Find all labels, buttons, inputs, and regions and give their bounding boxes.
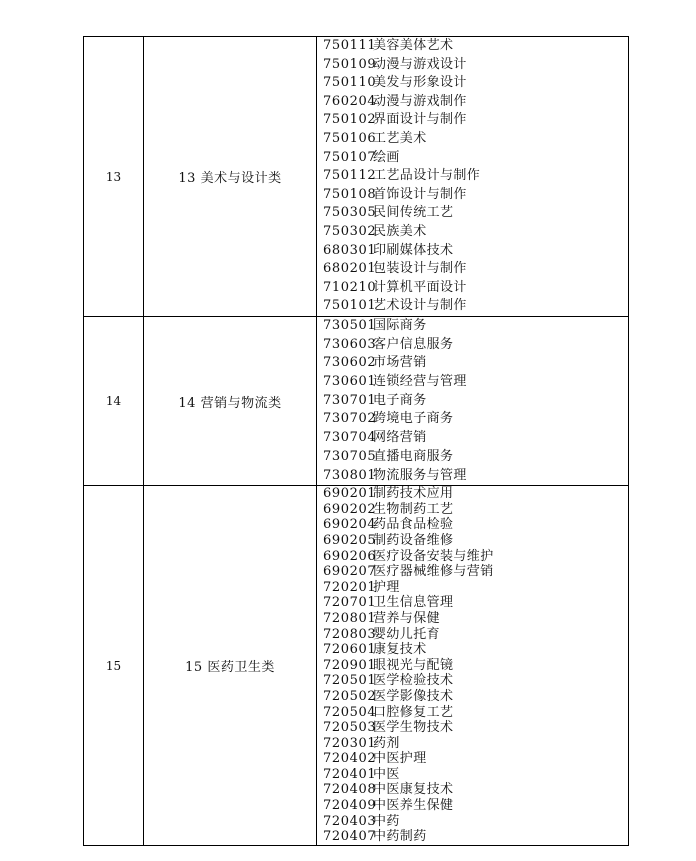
major-item — [323, 223, 628, 242]
category-name: 14 营销与物流类 — [144, 317, 317, 486]
major-item — [323, 354, 628, 373]
major-code: 750305 — [323, 205, 377, 221]
major-item — [323, 736, 628, 752]
major-name: 工艺品设计与制作 — [373, 168, 481, 184]
major-code: 720504 — [323, 704, 377, 720]
major-name: 民间传统工艺 — [373, 205, 454, 221]
major-code: 720409 — [323, 798, 377, 814]
major-name: 医学检验技术 — [373, 673, 454, 689]
major-code: 720407 — [323, 829, 377, 845]
major-name: 界面设计与制作 — [373, 112, 467, 128]
major-item — [323, 149, 628, 168]
major-code: 730704 — [323, 430, 377, 446]
major-item — [323, 580, 628, 596]
major-name: 婴幼儿托育 — [373, 626, 441, 642]
major-code: 680201 — [323, 261, 377, 277]
major-item — [323, 814, 628, 830]
major-name: 艺术设计与制作 — [373, 298, 467, 314]
major-name: 印刷媒体技术 — [373, 242, 454, 258]
category-row-15 — [84, 486, 629, 846]
major-item — [323, 705, 628, 721]
major-code: 730602 — [323, 355, 377, 371]
major-code: 720601 — [323, 642, 377, 658]
category-number: 13 — [84, 37, 144, 317]
major-name: 康复技术 — [373, 642, 427, 658]
major-item — [323, 429, 628, 448]
major-name: 中医护理 — [373, 751, 427, 767]
major-code: 750108 — [323, 186, 377, 202]
major-item — [323, 392, 628, 411]
major-item — [323, 56, 628, 75]
major-item — [323, 751, 628, 767]
major-code: 730601 — [323, 374, 377, 390]
major-item — [323, 595, 628, 611]
major-code: 750106 — [323, 131, 377, 147]
major-code: 690201 — [323, 486, 377, 502]
major-name: 绘画 — [373, 149, 400, 165]
major-name: 网络营销 — [373, 430, 427, 446]
major-code: 720801 — [323, 610, 377, 626]
major-name: 包装设计与制作 — [373, 261, 467, 277]
major-item — [323, 111, 628, 130]
major-code: 750102 — [323, 112, 377, 128]
major-code: 720401 — [323, 766, 377, 782]
major-item — [323, 767, 628, 783]
major-item — [323, 611, 628, 627]
major-name: 营养与保健 — [373, 610, 441, 626]
major-list — [317, 486, 629, 846]
major-list — [317, 317, 629, 486]
major-name: 动漫与游戏设计 — [373, 56, 467, 72]
major-code: 720803 — [323, 626, 377, 642]
major-name: 医学影像技术 — [373, 688, 454, 704]
major-item — [323, 549, 628, 565]
major-item — [323, 204, 628, 223]
major-name: 连锁经营与管理 — [373, 374, 467, 390]
category-name: 13 美术与设计类 — [144, 37, 317, 317]
major-code: 730702 — [323, 411, 377, 427]
major-name: 中医 — [373, 766, 400, 782]
major-name: 护理 — [373, 579, 400, 595]
major-name: 医学生物技术 — [373, 720, 454, 736]
major-code: 750110 — [323, 75, 377, 91]
major-code: 730801 — [323, 467, 377, 483]
major-item — [323, 689, 628, 705]
major-name: 客户信息服务 — [373, 336, 454, 352]
major-name: 美发与形象设计 — [373, 75, 467, 91]
major-name: 首饰设计与制作 — [373, 186, 467, 202]
major-name: 中药制药 — [373, 829, 427, 845]
major-name: 制药技术应用 — [373, 486, 454, 502]
major-item — [323, 502, 628, 518]
major-name: 电子商务 — [373, 392, 427, 408]
major-code: 720408 — [323, 782, 377, 798]
major-code: 720501 — [323, 673, 377, 689]
major-item — [323, 486, 628, 502]
major-code: 730705 — [323, 448, 377, 464]
major-item — [323, 279, 628, 298]
major-name: 物流服务与管理 — [373, 467, 467, 483]
major-item — [323, 410, 628, 429]
major-name: 中药 — [373, 813, 400, 829]
major-item — [323, 627, 628, 643]
major-name: 工艺美术 — [373, 131, 427, 147]
major-name: 医疗设备安装与维护 — [373, 548, 494, 564]
major-code: 750107 — [323, 149, 377, 165]
major-code: 750101 — [323, 298, 377, 314]
major-item — [323, 242, 628, 261]
category-number: 15 — [84, 486, 144, 846]
major-code: 720701 — [323, 595, 377, 611]
major-name: 民族美术 — [373, 223, 427, 239]
major-item — [323, 74, 628, 93]
major-name: 跨境电子商务 — [373, 411, 454, 427]
major-code: 720402 — [323, 751, 377, 767]
category-name: 15 医药卫生类 — [144, 486, 317, 846]
major-code: 690204 — [323, 517, 377, 533]
major-item — [323, 533, 628, 549]
major-item — [323, 782, 628, 798]
major-name: 制药设备维修 — [373, 532, 454, 548]
major-name: 国际商务 — [373, 318, 427, 333]
major-name: 口腔修复工艺 — [373, 704, 454, 720]
major-code: 690202 — [323, 501, 377, 517]
major-code: 690207 — [323, 564, 377, 580]
major-item — [323, 673, 628, 689]
category-row-14 — [84, 317, 629, 486]
major-name: 中医康复技术 — [373, 782, 454, 798]
major-code: 690206 — [323, 548, 377, 564]
major-name: 卫生信息管理 — [373, 595, 454, 611]
major-item — [323, 467, 628, 486]
major-code: 680301 — [323, 242, 377, 258]
major-item — [323, 260, 628, 279]
major-code: 750109 — [323, 56, 377, 72]
major-item — [323, 130, 628, 149]
major-item — [323, 642, 628, 658]
category-number: 14 — [84, 317, 144, 486]
major-item — [323, 720, 628, 736]
major-item — [323, 517, 628, 533]
major-name: 药剂 — [373, 735, 400, 751]
major-code: 720503 — [323, 720, 377, 736]
major-name: 医疗器械维修与营销 — [373, 564, 494, 580]
major-list — [317, 37, 629, 317]
major-code: 730603 — [323, 336, 377, 352]
major-code: 730501 — [323, 318, 377, 333]
major-code: 720301 — [323, 735, 377, 751]
major-item — [323, 186, 628, 205]
major-item — [323, 167, 628, 186]
major-code: 760204 — [323, 93, 377, 109]
category-row-13 — [84, 37, 629, 317]
major-name: 市场营销 — [373, 355, 427, 371]
major-item — [323, 297, 628, 316]
major-name: 美容美体艺术 — [373, 38, 454, 54]
major-code: 720201 — [323, 579, 377, 595]
major-item — [323, 564, 628, 580]
major-item — [323, 317, 628, 336]
major-code: 690205 — [323, 532, 377, 548]
major-code: 720403 — [323, 813, 377, 829]
major-name: 中医养生保健 — [373, 798, 454, 814]
major-item — [323, 336, 628, 355]
major-category-table — [83, 36, 629, 846]
major-name: 直播电商服务 — [373, 448, 454, 464]
major-code: 720502 — [323, 688, 377, 704]
major-code: 750302 — [323, 223, 377, 239]
major-code: 710210 — [323, 279, 377, 295]
major-code: 750112 — [323, 168, 377, 184]
major-item — [323, 658, 628, 674]
major-item — [323, 37, 628, 56]
major-name: 生物制药工艺 — [373, 501, 454, 517]
major-code: 750111 — [323, 38, 377, 54]
major-item — [323, 798, 628, 814]
major-item — [323, 829, 628, 845]
major-name: 动漫与游戏制作 — [373, 93, 467, 109]
major-code: 720901 — [323, 657, 377, 673]
major-item — [323, 448, 628, 467]
major-name: 计算机平面设计 — [373, 279, 467, 295]
major-item — [323, 373, 628, 392]
major-item — [323, 93, 628, 112]
major-name: 眼视光与配镜 — [373, 657, 454, 673]
major-name: 药品食品检验 — [373, 517, 454, 533]
major-code: 730701 — [323, 392, 377, 408]
